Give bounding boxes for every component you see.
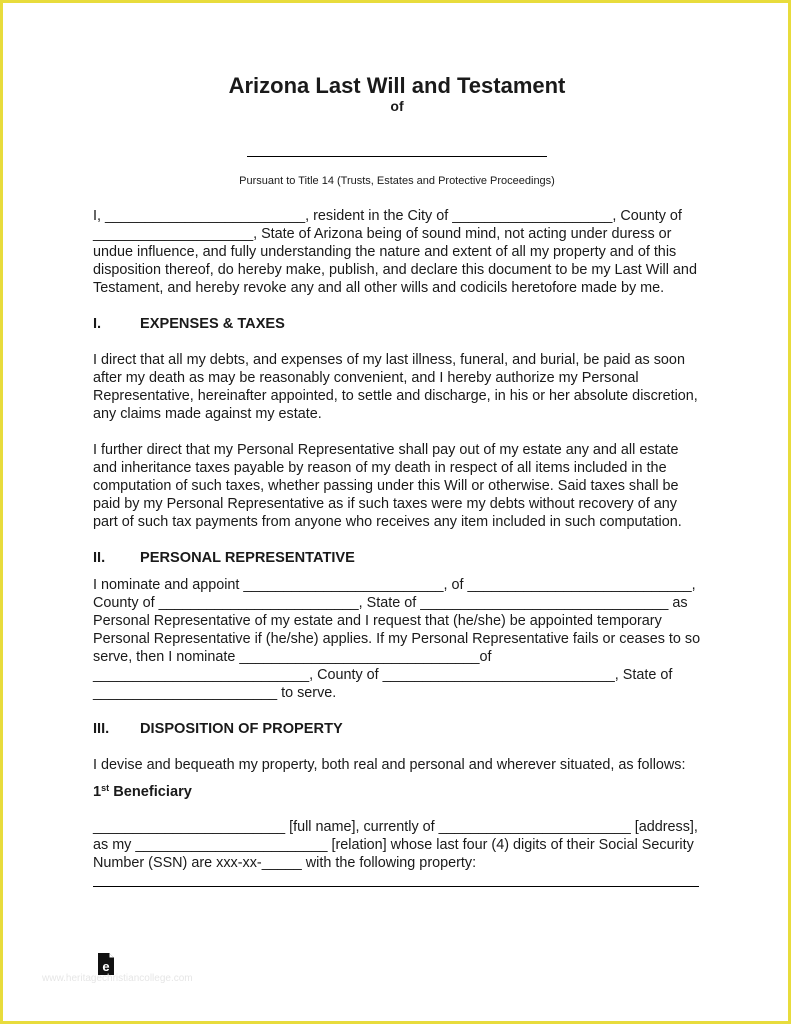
beneficiary-ordinal: 1 [93,784,102,800]
document-title: Arizona Last Will and Testament [228,73,566,98]
watermark: www.heritagechristiancollege.com [42,973,193,984]
document-page [93,72,701,887]
intro-paragraph: I, _________________________, resident in the City of ____________________, County of ____________________, State of Arizona being of sound mind, not acting under duress or undue influence, and fully understanding the nature and extent of all my property and of this disposition thereof, do hereby make, publish, and declare this document to be my Last Will and Testament, and hereby revoke any and all other wills and codicils heretofore made by me. [93,208,697,296]
title-of: of [390,98,404,114]
property-line [93,886,699,887]
personal-representative-paragraph: I nominate and appoint _________________________, of ____________________________, County of _________________________, State of _______________________________ as Personal Representative of my estate and I request that (he/she) be appointed temporary Personal Representative if (he/she) applies. If my Personal Representative fails or ceases to so serve, then I nominate ______________________________of ___________________________, County of _____________________________, State of _______________________ to serve. [93,577,701,701]
document-subtitle: Pursuant to Title 14 (Trusts, Estates and Protective Proceedings) [239,175,555,187]
section-heading-personal-representative [93,549,701,567]
section-number: III. [93,721,110,737]
section-heading-expenses [93,315,701,333]
beneficiary-label: Beneficiary [113,784,192,800]
svg-text:e: e [102,959,110,974]
disposition-paragraph: I devise and bequeath my property, both real and personal and wherever situated, as follows: [93,757,686,773]
expenses-paragraph-1: I direct that all my debts, and expenses of my last illness, funeral, and burial, be paid as soon after my death as may be reasonably convenient, and I hereby authorize my Personal Representative, hereinafter appointed, to settle and discharge, in his or her absolute discretion, any claims made against my estate. [93,352,698,422]
section-number: II. [93,550,106,566]
section-heading-disposition [93,720,701,738]
section-title: DISPOSITION OF PROPERTY [140,721,343,737]
section-title: EXPENSES & TAXES [140,316,285,332]
beneficiary-heading [93,783,701,801]
testator-name-line [247,142,547,157]
beneficiary-paragraph: ________________________ [full name], currently of ________________________ [address], as my ________________________ [relation] whose last four (4) digits of their Social Security Number (SSN) are xxx-xx-_____ with the following property: [93,819,698,871]
section-number: I. [93,316,102,332]
expenses-paragraph-2: I further direct that my Personal Representative shall pay out of my estate any and all estate and inheritance taxes payable by reason of my death in respect of all items included in the computation of such taxes, whether passing under this Will or otherwise. Said taxes shall be paid by my Personal Representative as if such taxes were my debts without recovery of any part of such tax payments from anyone who receives any item included in such computation. [93,442,682,530]
section-title: PERSONAL REPRESENTATIVE [140,550,355,566]
beneficiary-ordinal-suffix: st [101,783,110,793]
